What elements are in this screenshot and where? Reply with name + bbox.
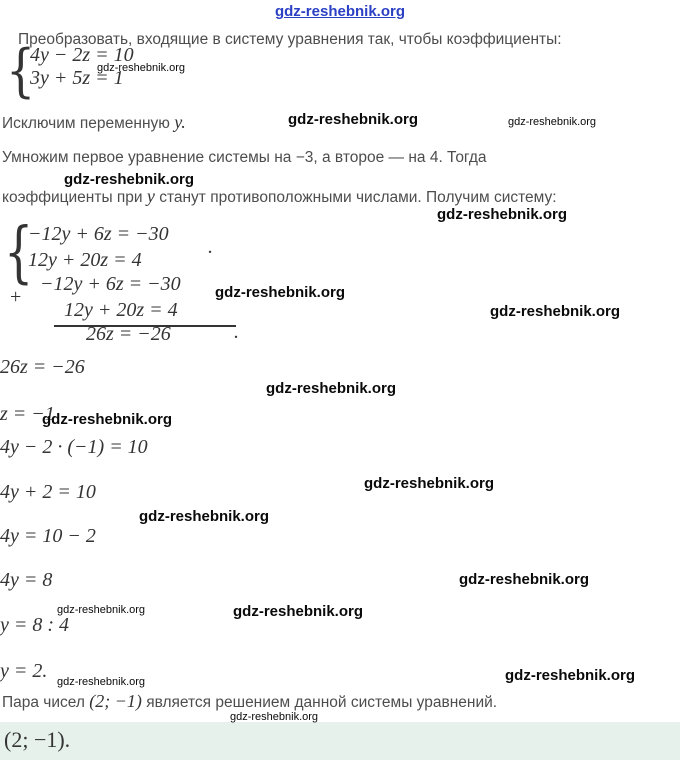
watermark: gdz-reshebnik.org <box>233 603 364 620</box>
step-line: 4y = 8 <box>0 569 53 591</box>
left-brace-icon: { <box>6 36 36 104</box>
multiply-line-1: Умножим первое уравнение системы на −3, а второе — на 4. Тогда <box>2 149 487 166</box>
watermark: gdz-reshebnik.org <box>459 571 590 588</box>
answer-box <box>0 722 680 760</box>
conclusion-prefix: Пара чисел <box>2 694 90 711</box>
watermark: gdz-reshebnik.org <box>505 667 636 684</box>
conclusion-math: (2; −1) <box>89 691 142 711</box>
header <box>0 3 680 21</box>
exclude-math: y. <box>174 112 186 132</box>
system-2 <box>4 212 169 291</box>
watermark: gdz-reshebnik.org <box>437 206 568 223</box>
watermark: gdz-reshebnik.org <box>57 676 146 688</box>
exclude-line <box>2 111 186 134</box>
addition-row-2: 12y + 20z = 4 <box>54 299 236 327</box>
addition-period: . <box>234 321 239 343</box>
plus-sign: + <box>10 286 22 308</box>
watermark: gdz-reshebnik.org <box>139 508 270 525</box>
watermark: gdz-reshebnik.org <box>490 303 621 320</box>
watermark: gdz-reshebnik.org <box>64 171 195 188</box>
watermark: gdz-reshebnik.org <box>266 380 397 397</box>
watermark: gdz-reshebnik.org <box>57 604 146 616</box>
watermark: gdz-reshebnik.org <box>97 62 186 74</box>
equation: 4y − 2z = 10 <box>30 44 134 66</box>
multiply-line-2-prefix: коэффициенты при <box>2 189 147 206</box>
watermark: gdz-reshebnik.org <box>288 111 419 128</box>
intro-text: Преобразовать, входящие в систему уравнения так, чтобы коэффициенты: <box>18 31 562 48</box>
exclude-text: Исключим переменную <box>2 115 175 132</box>
multiply-line-2 <box>2 185 557 208</box>
multiply-line-2-math: y <box>146 186 155 206</box>
step-line: y = 8 : 4 <box>0 614 70 636</box>
step-line: 4y + 2 = 10 <box>0 481 96 503</box>
site-link[interactable]: gdz-reshebnik.org <box>274 3 405 20</box>
step-line: y = 2. <box>0 660 48 682</box>
step-line: z = −1 <box>0 403 55 425</box>
equation: 12y + 20z = 4 <box>28 249 142 271</box>
watermark: gdz-reshebnik.org <box>42 411 173 428</box>
addition-row-1: −12y + 6z = −30 <box>40 273 181 295</box>
watermark: gdz-reshebnik.org <box>230 711 319 723</box>
system-2-period: . <box>208 236 213 258</box>
watermark: gdz-reshebnik.org <box>364 475 495 492</box>
answer-text: (2; −1). <box>4 727 71 752</box>
addition-result: 26z = −26 <box>86 323 171 345</box>
watermark: gdz-reshebnik.org <box>508 116 597 128</box>
conclusion-line <box>2 690 497 713</box>
step-line: 4y = 10 − 2 <box>0 525 96 547</box>
step-line: 4y − 2 · (−1) = 10 <box>0 436 148 458</box>
watermark: gdz-reshebnik.org <box>215 284 346 301</box>
multiply-line-2-suffix: станут противоположными числами. Получим систему: <box>154 189 557 206</box>
left-brace-icon: { <box>4 212 34 291</box>
equation: −12y + 6z = −30 <box>28 223 169 245</box>
step-line: 26z = −26 <box>0 356 85 378</box>
equation: 3y + 5z = 1 <box>30 67 124 89</box>
conclusion-suffix: является решением данной системы уравнений. <box>141 694 498 711</box>
